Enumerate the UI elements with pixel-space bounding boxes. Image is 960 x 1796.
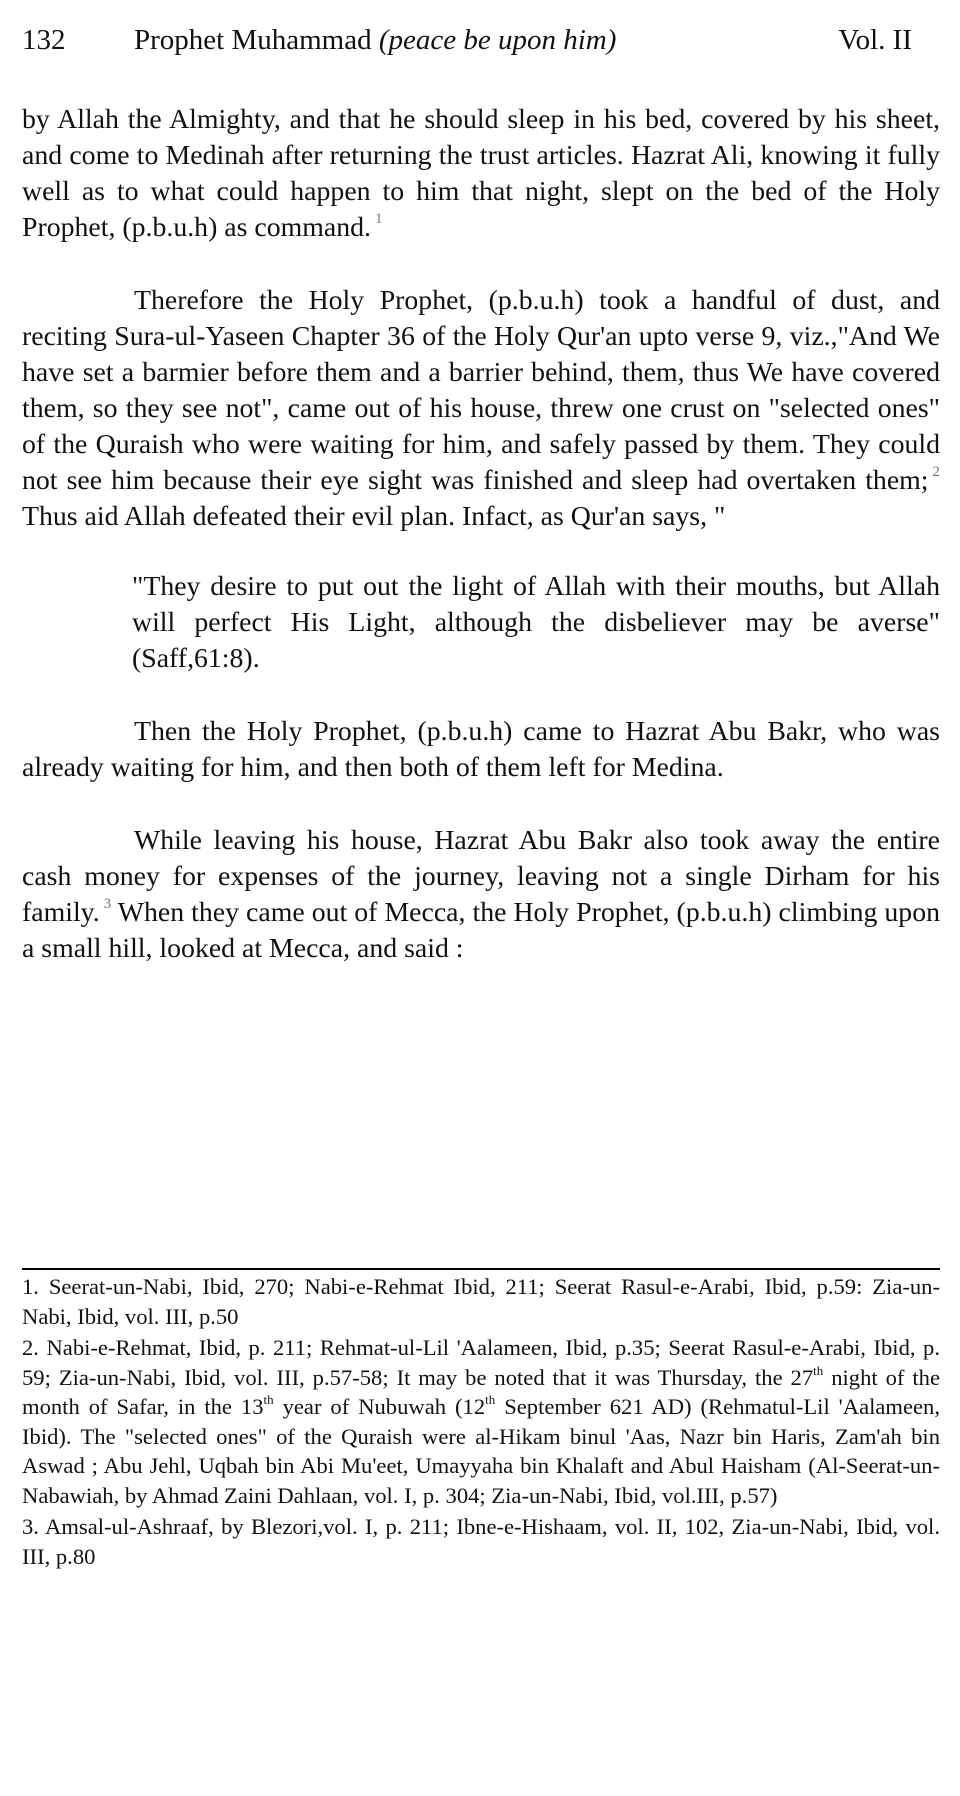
footnote-ref-3: 3 xyxy=(103,896,112,912)
book-title-honorific: (peace be upon him) xyxy=(378,24,617,56)
paragraph-2 xyxy=(22,283,940,535)
paragraph-text: Therefore the Holy Prophet, (p.b.u.h) took a handful of dust, and reciting Sura-ul-Yaseen Chapter 36 of the Holy Qur'an upto verse 9, viz.,"And We have set a barmier before them and a barrier behind, them, thus We have covered them, so they see not", came out of his house, threw one crust on "selected ones" of the Quraish who were waiting for him, and safely passed by them. They could not see him because their eye sight was finished and sleep had overtaken them; xyxy=(22,285,940,496)
footnote-divider xyxy=(22,1268,940,1270)
paragraph-text: Then the Holy Prophet, (p.b.u.h) came to Hazrat Abu Bakr, who was already waiting for him, and then both of them left for Medina. xyxy=(22,716,940,783)
paragraph-3 xyxy=(22,714,940,786)
ordinal-suffix: th xyxy=(485,1392,496,1407)
paragraph-text: While leaving his house, Hazrat Abu Bakr also took away the entire cash money for expenses of the journey, leaving not a single Dirham for his family. xyxy=(22,825,940,928)
footnote-ref-2: 2 xyxy=(932,464,940,480)
footnotes xyxy=(22,1272,940,1573)
quran-quote: "They desire to put out the light of Allah with their mouths, but Allah will perfect His Light, although the disbeliever may be averse"(Saff,61:8). xyxy=(132,571,940,674)
footnote-text: 2. Nabi-e-Rehmat, Ibid, p. 211; Rehmat-ul-Lil 'Aalameen, Ibid, p.35; Seerat Rasul-e-Arabi, Ibid, p. 59; Zia-un-Nabi, Ibid, vol. III, p.57-58; It may be noted that it was Thursday, the 27 xyxy=(22,1335,940,1390)
ordinal-suffix: th xyxy=(813,1362,824,1378)
footnote-text: night of the month of Safar, in the 13 xyxy=(22,1364,940,1419)
paragraph-text: by Allah the Almighty, and that he should sleep in his bed, covered by his sheet, and come to Medinah after returning the trust articles. Hazrat Ali, knowing it fully well as to what could happen to him that night, slept on the bed of the Holy Prophet, (p.b.u.h) as command. xyxy=(22,104,940,243)
volume-label: Vol. II xyxy=(838,24,912,56)
footnote-text: September 621 AD) (Rehmatul-Lil 'Aalameen, Ibid). The "selected ones" of the Quraish were al-Hikam binul 'Aas, Nazr bin Haris, Zam'ah bin Aswad ; Abu Jehl, Uqbah bin Abi Mu'eet, Umayyaha bin Khalaft and Abul Haisham (Al-Seerat-un-Nabawiah, by Ahmad Zaini Dahlaan, vol. I, p. 304; Zia-un-Nabi, Ibid, vol.III, p.57) xyxy=(22,1394,940,1508)
paragraph-text-continued: When they came out of Mecca, the Holy Prophet, (p.b.u.h) climbing upon a small hill, looked at Mecca, and said : xyxy=(22,897,940,964)
page-number: 132 xyxy=(22,24,66,56)
book-title-main: Prophet Muhammad xyxy=(134,24,372,56)
paragraph-4 xyxy=(22,823,940,967)
running-header xyxy=(22,20,940,60)
paragraph-1 xyxy=(22,102,940,246)
book-title xyxy=(134,20,616,60)
main-text xyxy=(22,102,940,967)
footnote-3: 3. Amsal-ul-Ashraaf, by Blezori,vol. I, p. 211; Ibne-e-Hishaam, vol. II, 102, Zia-un-Nabi, Ibid, vol. III, p.80 xyxy=(22,1514,940,1569)
footnote-1: 1. Seerat-un-Nabi, Ibid, 270; Nabi-e-Rehmat Ibid, 211; Seerat Rasul-e-Arabi, Ibid, p.59: Zia-un-Nabi, Ibid, vol. III, p.50 xyxy=(22,1274,940,1329)
footnote-ref-1: 1 xyxy=(374,211,383,227)
ordinal-suffix: th xyxy=(263,1392,274,1407)
paragraph-text-continued: Thus aid Allah defeated their evil plan. Infact, as Qur'an says, " xyxy=(22,501,726,532)
footnote-2 xyxy=(22,1333,940,1510)
footnote-text: year of Nubuwah (12 xyxy=(273,1394,486,1419)
